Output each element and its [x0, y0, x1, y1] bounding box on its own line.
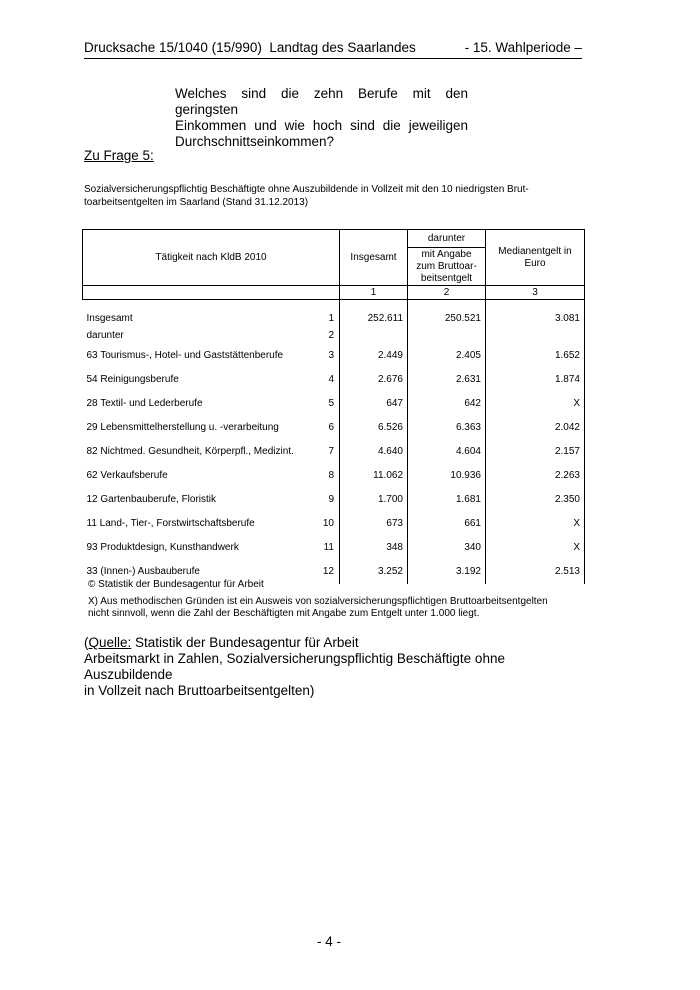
row-label: 33 (Innen-) Ausbauberufe	[86, 566, 200, 577]
row-insgesamt: 252.611	[340, 310, 408, 328]
row-mit-angabe: 2.405	[408, 344, 486, 368]
row-insgesamt: 647	[340, 392, 408, 416]
row-medianentgelt: 1.874	[486, 368, 585, 392]
source-note: © Statistik der Bundesagentur für Arbeit	[88, 579, 264, 590]
page-number: - 4 -	[316, 934, 341, 949]
row-mit-angabe: 6.363	[408, 416, 486, 440]
quelle-text: Statistik der Bundesagentur für Arbeit	[131, 635, 359, 650]
header-document-info: Drucksache 15/1040 (15/990) Landtag des Saarlandes	[84, 40, 416, 55]
row-mit-angabe: 10.936	[408, 464, 486, 488]
row-number: 8	[316, 464, 340, 488]
question-line: Einkommen und wie hoch sind die jeweiligen	[175, 118, 468, 133]
row-mit-angabe: 4.604	[408, 440, 486, 464]
question-text	[175, 86, 468, 150]
row-insgesamt: 673	[340, 512, 408, 536]
row-number: 4	[316, 368, 340, 392]
row-number: 1	[316, 310, 340, 328]
row-label: 82 Nichtmed. Gesundheit, Körperpfl., Medizint.	[86, 446, 294, 457]
page-header	[84, 40, 582, 59]
table-row	[83, 416, 585, 440]
row-medianentgelt: 3.081	[486, 310, 585, 328]
row-label: 62 Verkaufsberufe	[86, 470, 168, 481]
row-number: 10	[316, 512, 340, 536]
row-label: 28 Textil- und Lederberufe	[86, 398, 203, 409]
header-period: - 15. Wahlperiode –	[464, 40, 582, 55]
row-mit-angabe: 642	[408, 392, 486, 416]
table-caption	[84, 183, 584, 209]
row-mit-angabe: 3.192	[408, 560, 486, 584]
caption-line: Sozialversicherungspflichtig Beschäftigte ohne Auszubildende in Vollzeit mit den 10 niedrigsten Brut-	[84, 184, 529, 195]
row-number: 2	[316, 328, 340, 344]
header-medianentgelt	[486, 230, 585, 286]
row-mit-angabe: 661	[408, 512, 486, 536]
row-label: 63 Tourismus-, Hotel- und Gaststättenberufe	[86, 350, 284, 361]
row-medianentgelt: 2.157	[486, 440, 585, 464]
header-median-line: Euro	[524, 257, 546, 269]
table-row	[83, 392, 585, 416]
row-medianentgelt: 2.263	[486, 464, 585, 488]
table-row	[83, 344, 585, 368]
quelle-line	[84, 635, 584, 651]
income-table	[82, 229, 585, 584]
row-insgesamt: 4.640	[340, 440, 408, 464]
header-mit-angabe-line: beitsentgelt	[420, 272, 473, 284]
row-insgesamt: 348	[340, 536, 408, 560]
header-colnum-empty	[83, 286, 340, 300]
header-mit-angabe	[408, 248, 486, 286]
row-label: 11 Land-, Tier-, Forstwirtschaftsberufe	[86, 518, 255, 529]
section-title: Zu Frage 5:	[84, 148, 154, 163]
header-colnum: 3	[486, 286, 585, 300]
quelle-line: Arbeitsmarkt in Zahlen, Sozialversicherungspflichtig Beschäftigte ohne Auszubildende	[84, 651, 505, 682]
row-medianentgelt: 1.652	[486, 344, 585, 368]
row-number: 3	[316, 344, 340, 368]
row-medianentgelt: X	[486, 536, 585, 560]
question-line: Welches sind die zehn Berufe mit den geringsten	[175, 86, 468, 117]
table-row	[83, 464, 585, 488]
row-mit-angabe: 250.521	[408, 310, 486, 328]
row-number: 11	[316, 536, 340, 560]
table-row	[83, 368, 585, 392]
row-medianentgelt: 2.350	[486, 488, 585, 512]
row-number: 9	[316, 488, 340, 512]
row-number: 6	[316, 416, 340, 440]
row-label: 12 Gartenbauberufe, Floristik	[86, 494, 217, 505]
quelle-open: (	[84, 635, 89, 650]
row-insgesamt	[340, 328, 408, 344]
quelle-line: in Vollzeit nach Bruttoarbeitsentgelten)	[84, 683, 315, 698]
header-insgesamt: Insgesamt	[340, 230, 408, 286]
table-row	[83, 512, 585, 536]
row-mit-angabe: 340	[408, 536, 486, 560]
header-colnum: 1	[340, 286, 408, 300]
row-mit-angabe	[408, 328, 486, 344]
row-label: darunter	[86, 330, 124, 341]
header-median-line: Medianentgelt in	[498, 245, 572, 257]
footnote	[88, 596, 588, 620]
row-insgesamt: 1.700	[340, 488, 408, 512]
row-number: 12	[316, 560, 340, 584]
row-insgesamt: 2.449	[340, 344, 408, 368]
row-medianentgelt: 2.042	[486, 416, 585, 440]
row-medianentgelt: X	[486, 392, 585, 416]
row-label: 54 Reinigungsberufe	[86, 374, 179, 385]
row-medianentgelt: 2.513	[486, 560, 585, 584]
row-insgesamt: 3.252	[340, 560, 408, 584]
row-label: 29 Lebensmittelherstellung u. -verarbeitung	[86, 422, 279, 433]
row-insgesamt: 6.526	[340, 416, 408, 440]
table-row	[83, 328, 585, 344]
row-insgesamt: 2.676	[340, 368, 408, 392]
row-label: 93 Produktdesign, Kunsthandwerk	[86, 542, 239, 553]
header-darunter: darunter	[408, 230, 486, 248]
question-line: Durchschnittseinkommen?	[175, 134, 335, 149]
row-mit-angabe: 2.631	[408, 368, 486, 392]
header-taetigkeit: Tätigkeit nach KldB 2010	[83, 230, 340, 286]
row-medianentgelt	[486, 328, 585, 344]
row-label: Insgesamt	[86, 313, 133, 324]
caption-line: toarbeitsentgelten im Saarland (Stand 31.12.2013)	[84, 197, 309, 208]
footnote-line: nicht sinnvoll, wenn die Zahl der Beschäftigten mit Angabe zum Entgelt unter 1.000 liegt.	[88, 608, 480, 619]
table-row	[83, 310, 585, 328]
footnote-line: X) Aus methodischen Gründen ist ein Ausweis von sozialversicherungspflichtigen Bruttoarbeitsentgelten	[88, 596, 548, 607]
header-mit-angabe-line: zum Bruttoar-	[416, 260, 477, 272]
quelle-label: Quelle:	[88, 635, 132, 650]
table-row	[83, 536, 585, 560]
row-insgesamt: 11.062	[340, 464, 408, 488]
row-medianentgelt: X	[486, 512, 585, 536]
header-mit-angabe-line: mit Angabe	[421, 248, 472, 260]
quelle-block	[84, 635, 584, 699]
header-colnum: 2	[408, 286, 486, 300]
row-number: 5	[316, 392, 340, 416]
table-row	[83, 440, 585, 464]
row-number: 7	[316, 440, 340, 464]
table-row	[83, 488, 585, 512]
row-mit-angabe: 1.681	[408, 488, 486, 512]
